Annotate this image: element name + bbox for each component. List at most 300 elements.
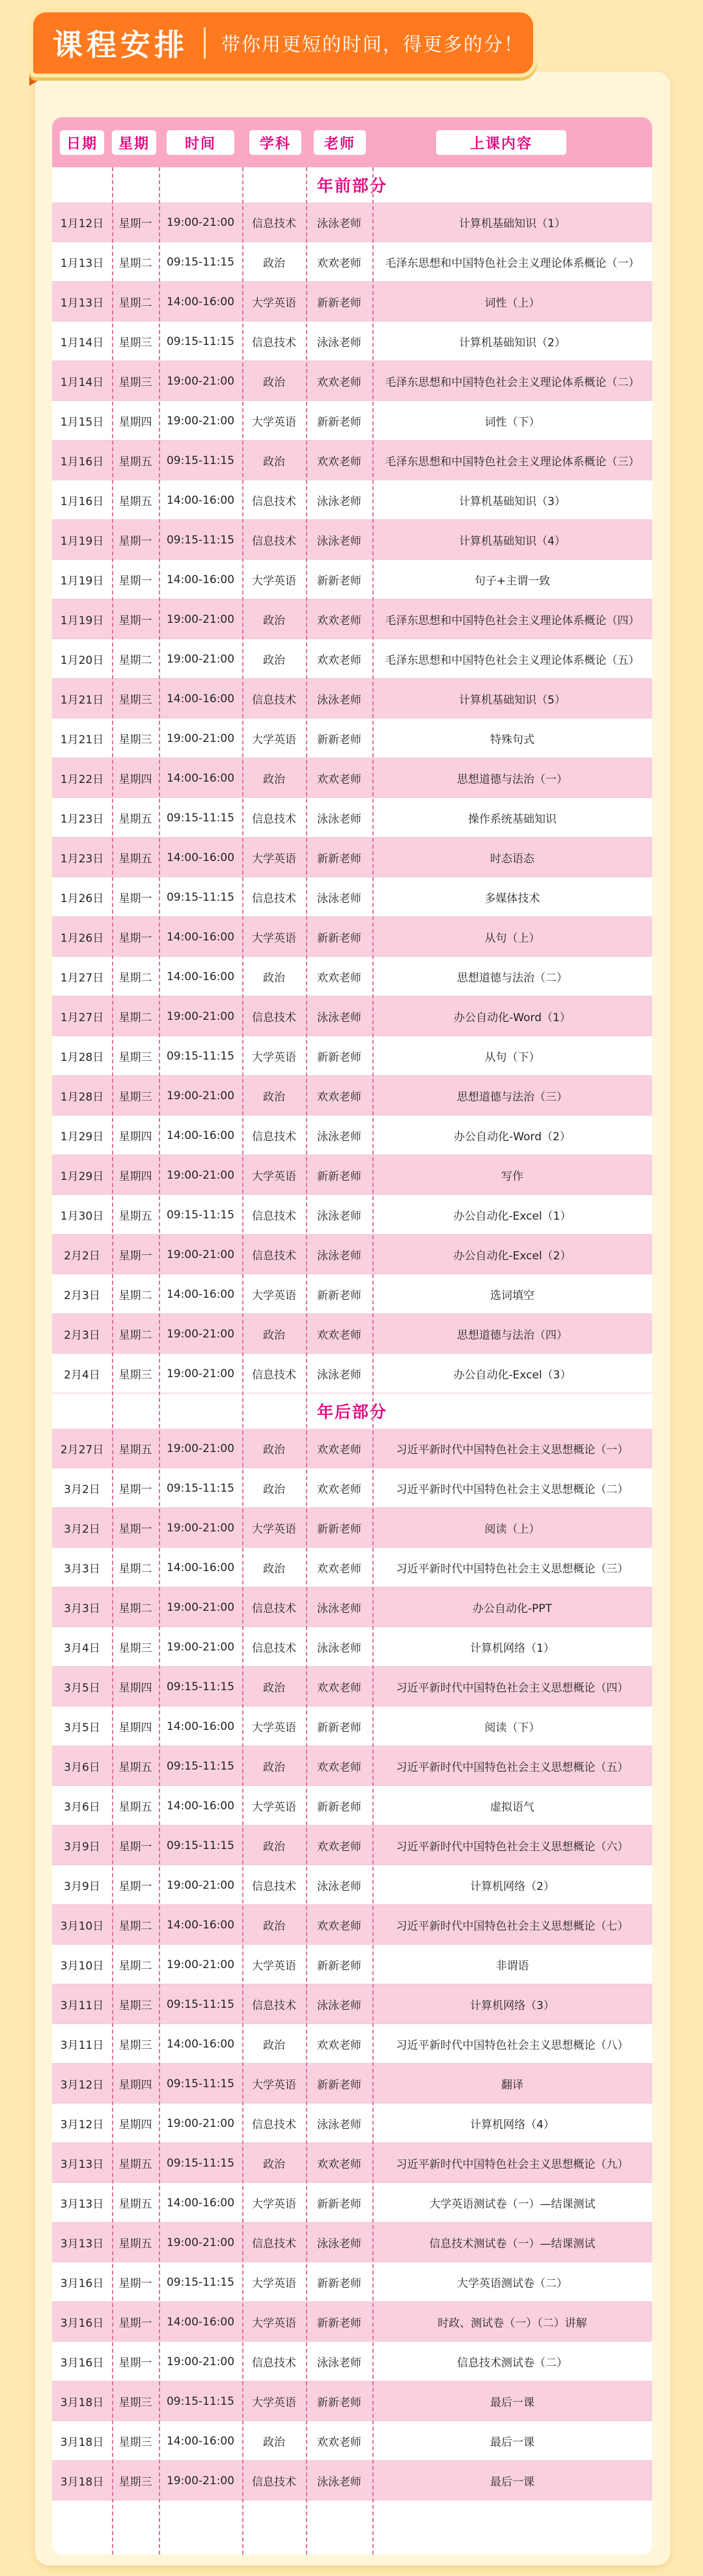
cell-subject: 大学英语 bbox=[252, 575, 296, 588]
cell-subject: 信息技术 bbox=[252, 535, 296, 548]
cell-time: 09:15-11:15 bbox=[166, 1997, 235, 2011]
table-row bbox=[52, 1468, 652, 1508]
cell-teacher: 新新老师 bbox=[317, 1289, 361, 1302]
cell-content: 计算机基础知识（4） bbox=[459, 535, 566, 548]
cell-teacher: 欢欢老师 bbox=[317, 773, 361, 786]
cell-time: 09:15-11:15 bbox=[166, 890, 235, 904]
table-row bbox=[52, 1548, 652, 1587]
cell-weekday: 星期一 bbox=[118, 2357, 152, 2370]
cell-time: 19:00-21:00 bbox=[166, 1521, 235, 1535]
cell-time: 19:00-21:00 bbox=[166, 612, 235, 626]
cell-weekday: 星期一 bbox=[118, 892, 152, 905]
cell-content: 计算机基础知识（5） bbox=[459, 694, 566, 707]
cell-content: 习近平新时代中国特色社会主义思想概论（二） bbox=[396, 1483, 629, 1496]
cell-weekday: 星期四 bbox=[118, 773, 152, 786]
cell-teacher: 欢欢老师 bbox=[317, 1091, 361, 1104]
cell-date: 3月9日 bbox=[64, 1880, 100, 1893]
cell-time: 19:00-21:00 bbox=[166, 374, 235, 388]
cell-subject: 信息技术 bbox=[252, 2238, 296, 2251]
table-row bbox=[52, 242, 652, 282]
cell-teacher: 欢欢老师 bbox=[317, 376, 361, 389]
table-row bbox=[52, 560, 652, 599]
table-row bbox=[52, 1235, 652, 1274]
cell-weekday: 星期四 bbox=[118, 1170, 152, 1183]
cell-content: 办公自动化-Word（1） bbox=[454, 1011, 571, 1024]
cell-time: 14:00-16:00 bbox=[166, 1129, 235, 1142]
cell-weekday: 星期二 bbox=[118, 1289, 152, 1302]
cell-teacher: 欢欢老师 bbox=[317, 1483, 361, 1496]
cell-content: 最后一课 bbox=[490, 2436, 534, 2449]
cell-date: 1月29日 bbox=[60, 1130, 104, 1144]
table-header-row bbox=[52, 117, 652, 167]
cell-content: 毛泽东思想和中国特色社会主义理论体系概论（二） bbox=[385, 376, 640, 389]
section-title: 年前部分 bbox=[52, 167, 652, 202]
cell-teacher: 欢欢老师 bbox=[317, 1329, 361, 1342]
cell-subject: 大学英语 bbox=[252, 416, 296, 429]
cell-weekday: 星期五 bbox=[118, 1444, 152, 1457]
cell-subject: 政治 bbox=[263, 654, 285, 667]
cell-date: 1月19日 bbox=[60, 535, 104, 548]
cell-content: 阅读（上） bbox=[484, 1523, 540, 1536]
cell-subject: 政治 bbox=[263, 1761, 285, 1774]
header-weekday: 星期 bbox=[112, 130, 156, 155]
cell-time: 19:00-21:00 bbox=[166, 414, 235, 428]
cell-subject: 政治 bbox=[263, 773, 285, 786]
cell-time: 09:15-11:15 bbox=[166, 2394, 235, 2408]
cell-time: 19:00-21:00 bbox=[166, 1878, 235, 1892]
cell-time: 09:15-11:15 bbox=[166, 811, 235, 825]
cell-weekday: 星期二 bbox=[118, 1920, 152, 1933]
cell-time: 14:00-16:00 bbox=[166, 1561, 235, 1574]
cell-content: 写作 bbox=[501, 1170, 523, 1183]
cell-time: 19:00-21:00 bbox=[166, 2355, 235, 2368]
cell-teacher: 新新老师 bbox=[317, 2079, 361, 2092]
cell-content: 非谓语 bbox=[495, 1960, 529, 1973]
section-title: 年后部分 bbox=[52, 1393, 652, 1429]
cell-content: 习近平新时代中国特色社会主义思想概论（四） bbox=[396, 1682, 629, 1695]
table-row bbox=[52, 996, 652, 1036]
cell-date: 1月27日 bbox=[60, 1011, 104, 1024]
cell-subject: 信息技术 bbox=[252, 2118, 296, 2131]
cell-subject: 信息技术 bbox=[252, 1250, 296, 1263]
table-row bbox=[52, 2421, 652, 2461]
cell-weekday: 星期一 bbox=[118, 932, 152, 945]
cell-date: 1月27日 bbox=[60, 972, 104, 985]
header-content: 上课内容 bbox=[436, 130, 566, 155]
cell-time: 14:00-16:00 bbox=[166, 1720, 235, 1733]
cell-date: 1月26日 bbox=[60, 932, 104, 945]
cell-teacher: 泳泳老师 bbox=[317, 1642, 361, 1655]
table-row bbox=[52, 798, 652, 838]
cell-teacher: 泳泳老师 bbox=[317, 1880, 361, 1893]
cell-time: 14:00-16:00 bbox=[166, 771, 235, 785]
table-row bbox=[52, 2342, 652, 2381]
cell-weekday: 星期三 bbox=[118, 1642, 152, 1655]
cell-content: 习近平新时代中国特色社会主义思想概论（六） bbox=[396, 1841, 629, 1854]
cell-time: 09:15-11:15 bbox=[166, 1839, 235, 1852]
cell-date: 3月6日 bbox=[64, 1801, 100, 1814]
column-divider bbox=[112, 167, 113, 2555]
title-banner bbox=[29, 8, 537, 77]
cell-time: 19:00-21:00 bbox=[166, 732, 235, 745]
table-row bbox=[52, 2183, 652, 2223]
cell-weekday: 星期二 bbox=[118, 257, 152, 270]
cell-teacher: 新新老师 bbox=[317, 1051, 361, 1064]
cell-teacher: 新新老师 bbox=[317, 932, 361, 945]
cell-subject: 大学英语 bbox=[252, 1523, 296, 1536]
cell-weekday: 星期二 bbox=[118, 1011, 152, 1024]
cell-date: 3月18日 bbox=[60, 2436, 104, 2449]
cell-content: 计算机网络（3） bbox=[470, 1999, 555, 2012]
cell-teacher: 欢欢老师 bbox=[317, 1563, 361, 1576]
cell-content: 计算机网络（1） bbox=[470, 1642, 555, 1655]
table-row bbox=[52, 2262, 652, 2302]
cell-content: 句子+主谓一致 bbox=[474, 575, 551, 588]
cell-weekday: 星期二 bbox=[118, 297, 152, 310]
cell-date: 3月6日 bbox=[64, 1761, 100, 1774]
cell-teacher: 新新老师 bbox=[317, 575, 361, 588]
cell-content: 思想道德与法治（一） bbox=[457, 773, 568, 786]
cell-content: 信息技术测试卷（二） bbox=[457, 2357, 568, 2370]
cell-subject: 政治 bbox=[263, 2039, 285, 2052]
table-row bbox=[52, 957, 652, 996]
cell-teacher: 泳泳老师 bbox=[317, 813, 361, 826]
cell-weekday: 星期五 bbox=[118, 813, 152, 826]
cell-subject: 大学英语 bbox=[252, 932, 296, 945]
cell-time: 19:00-21:00 bbox=[166, 215, 235, 229]
cell-subject: 信息技术 bbox=[252, 1642, 296, 1655]
cell-date: 3月3日 bbox=[64, 1602, 100, 1615]
cell-subject: 信息技术 bbox=[252, 2357, 296, 2370]
cell-date: 3月5日 bbox=[64, 1721, 100, 1734]
table-row bbox=[52, 1786, 652, 1826]
cell-weekday: 星期五 bbox=[118, 1801, 152, 1814]
cell-subject: 政治 bbox=[263, 1841, 285, 1854]
cell-weekday: 星期一 bbox=[118, 614, 152, 627]
cell-subject: 信息技术 bbox=[252, 217, 296, 230]
cell-teacher: 新新老师 bbox=[317, 297, 361, 310]
cell-subject: 大学英语 bbox=[252, 1721, 296, 1734]
cell-content: 办公自动化-Excel（1） bbox=[453, 1210, 572, 1223]
cell-teacher: 欢欢老师 bbox=[317, 1761, 361, 1774]
cell-teacher: 泳泳老师 bbox=[317, 2476, 361, 2489]
table-row bbox=[52, 1627, 652, 1667]
column-divider bbox=[372, 167, 374, 2555]
cell-teacher: 欢欢老师 bbox=[317, 1920, 361, 1933]
cell-date: 3月5日 bbox=[64, 1682, 100, 1695]
table-row bbox=[52, 2461, 652, 2501]
cell-time: 09:15-11:15 bbox=[166, 454, 235, 467]
cell-date: 2月3日 bbox=[64, 1289, 100, 1302]
cell-time: 19:00-21:00 bbox=[166, 1367, 235, 1380]
cell-teacher: 欢欢老师 bbox=[317, 2436, 361, 2449]
cell-content: 选词填空 bbox=[490, 1289, 534, 1302]
cell-weekday: 星期三 bbox=[118, 2476, 152, 2489]
cell-weekday: 星期五 bbox=[118, 2238, 152, 2251]
cell-subject: 政治 bbox=[263, 1444, 285, 1457]
banner-divider bbox=[204, 27, 206, 59]
cell-teacher: 新新老师 bbox=[317, 733, 361, 747]
cell-subject: 信息技术 bbox=[252, 1130, 296, 1144]
cell-teacher: 泳泳老师 bbox=[317, 1369, 361, 1382]
table-row bbox=[52, 1314, 652, 1354]
cell-weekday: 星期一 bbox=[118, 1523, 152, 1536]
cell-date: 3月13日 bbox=[60, 2198, 104, 2211]
cell-teacher: 泳泳老师 bbox=[317, 1602, 361, 1615]
cell-subject: 信息技术 bbox=[252, 694, 296, 707]
cell-time: 19:00-21:00 bbox=[166, 1640, 235, 1654]
cell-time: 14:00-16:00 bbox=[166, 930, 235, 944]
cell-weekday: 星期二 bbox=[118, 972, 152, 985]
cell-teacher: 欢欢老师 bbox=[317, 654, 361, 667]
cell-content: 习近平新时代中国特色社会主义思想概论（三） bbox=[396, 1563, 629, 1576]
cell-teacher: 新新老师 bbox=[317, 2277, 361, 2290]
cell-time: 14:00-16:00 bbox=[166, 1799, 235, 1813]
table-row bbox=[52, 202, 652, 242]
cell-subject: 政治 bbox=[263, 1682, 285, 1695]
cell-time: 14:00-16:00 bbox=[166, 1287, 235, 1301]
cell-weekday: 星期三 bbox=[118, 1051, 152, 1064]
cell-date: 3月4日 bbox=[64, 1642, 100, 1655]
cell-time: 09:15-11:15 bbox=[166, 335, 235, 348]
cell-subject: 政治 bbox=[263, 376, 285, 389]
cell-content: 信息技术测试卷（一）—结课测试 bbox=[429, 2238, 596, 2251]
cell-content: 计算机网络（2） bbox=[470, 1880, 555, 1893]
cell-teacher: 泳泳老师 bbox=[317, 1130, 361, 1144]
cell-time: 14:00-16:00 bbox=[166, 851, 235, 864]
table-row bbox=[52, 1984, 652, 2024]
cell-weekday: 星期三 bbox=[118, 376, 152, 389]
cell-time: 19:00-21:00 bbox=[166, 1327, 235, 1341]
cell-subject: 大学英语 bbox=[252, 1170, 296, 1183]
cell-date: 3月16日 bbox=[60, 2357, 104, 2370]
cell-weekday: 星期一 bbox=[118, 535, 152, 548]
column-divider bbox=[159, 167, 160, 2555]
cell-time: 09:15-11:15 bbox=[166, 2156, 235, 2170]
cell-teacher: 欢欢老师 bbox=[317, 456, 361, 469]
cell-subject: 信息技术 bbox=[252, 813, 296, 826]
cell-date: 1月19日 bbox=[60, 614, 104, 627]
cell-time: 14:00-16:00 bbox=[166, 2037, 235, 2051]
header-teacher: 老师 bbox=[314, 130, 366, 155]
column-divider bbox=[242, 167, 243, 2555]
cell-content: 词性（上） bbox=[484, 297, 540, 310]
table-row bbox=[52, 838, 652, 877]
cell-subject: 政治 bbox=[263, 972, 285, 985]
cell-weekday: 星期二 bbox=[118, 1960, 152, 1973]
cell-time: 14:00-16:00 bbox=[166, 1918, 235, 1932]
cell-time: 14:00-16:00 bbox=[166, 692, 235, 706]
cell-weekday: 星期三 bbox=[118, 336, 152, 349]
cell-weekday: 星期三 bbox=[118, 2396, 152, 2409]
cell-teacher: 欢欢老师 bbox=[317, 2039, 361, 2052]
cell-content: 计算机基础知识（3） bbox=[459, 495, 566, 508]
cell-content: 大学英语测试卷（一）—结课测试 bbox=[429, 2198, 596, 2211]
header-date: 日期 bbox=[60, 130, 104, 155]
cell-time: 14:00-16:00 bbox=[166, 493, 235, 507]
cell-weekday: 星期四 bbox=[118, 416, 152, 429]
schedule-table bbox=[52, 117, 652, 2555]
cell-time: 14:00-16:00 bbox=[166, 295, 235, 308]
cell-weekday: 星期三 bbox=[118, 2039, 152, 2052]
table-row bbox=[52, 1865, 652, 1905]
cell-date: 3月11日 bbox=[60, 2039, 104, 2052]
cell-date: 1月29日 bbox=[60, 1170, 104, 1183]
cell-time: 19:00-21:00 bbox=[166, 1958, 235, 1971]
table-row bbox=[52, 1274, 652, 1314]
cell-teacher: 新新老师 bbox=[317, 1960, 361, 1973]
cell-weekday: 星期五 bbox=[118, 456, 152, 469]
cell-weekday: 星期五 bbox=[118, 495, 152, 508]
cell-subject: 大学英语 bbox=[252, 2317, 296, 2330]
cell-date: 1月23日 bbox=[60, 853, 104, 866]
cell-time: 14:00-16:00 bbox=[166, 573, 235, 586]
cell-teacher: 欢欢老师 bbox=[317, 972, 361, 985]
table-row bbox=[52, 2103, 652, 2143]
cell-subject: 政治 bbox=[263, 456, 285, 469]
cell-content: 翻译 bbox=[501, 2079, 523, 2092]
cell-date: 1月16日 bbox=[60, 495, 104, 508]
table-row bbox=[52, 758, 652, 798]
cell-subject: 政治 bbox=[263, 1563, 285, 1576]
cell-weekday: 星期三 bbox=[118, 694, 152, 707]
table-row bbox=[52, 2024, 652, 2064]
cell-date: 1月26日 bbox=[60, 892, 104, 905]
cell-content: 时政、测试卷（一）（二）讲解 bbox=[437, 2317, 587, 2330]
cell-weekday: 星期一 bbox=[118, 2277, 152, 2290]
cell-teacher: 泳泳老师 bbox=[317, 892, 361, 905]
table-row bbox=[52, 520, 652, 560]
cell-subject: 信息技术 bbox=[252, 495, 296, 508]
table-row bbox=[52, 361, 652, 401]
cell-weekday: 星期五 bbox=[118, 1210, 152, 1223]
cell-subject: 大学英语 bbox=[252, 1960, 296, 1973]
table-row bbox=[52, 2143, 652, 2183]
cell-teacher: 新新老师 bbox=[317, 1170, 361, 1183]
cell-subject: 政治 bbox=[263, 1483, 285, 1496]
cell-time: 09:15-11:15 bbox=[166, 2077, 235, 2090]
cell-content: 特殊句式 bbox=[490, 733, 534, 747]
table-row bbox=[52, 1116, 652, 1155]
table-row bbox=[52, 599, 652, 639]
cell-subject: 政治 bbox=[263, 1329, 285, 1342]
cell-subject: 大学英语 bbox=[252, 1801, 296, 1814]
cell-date: 3月10日 bbox=[60, 1920, 104, 1933]
cell-subject: 大学英语 bbox=[252, 1051, 296, 1064]
table-row bbox=[52, 1826, 652, 1865]
cell-date: 3月10日 bbox=[60, 1960, 104, 1973]
cell-weekday: 星期一 bbox=[118, 2317, 152, 2330]
cell-teacher: 新新老师 bbox=[317, 2317, 361, 2330]
cell-teacher: 欢欢老师 bbox=[317, 1682, 361, 1695]
cell-date: 2月27日 bbox=[60, 1444, 104, 1457]
cell-time: 14:00-16:00 bbox=[166, 2315, 235, 2329]
table-row bbox=[52, 1746, 652, 1786]
cell-content: 大学英语测试卷（二） bbox=[457, 2277, 568, 2290]
cell-subject: 大学英语 bbox=[252, 853, 296, 866]
cell-time: 19:00-21:00 bbox=[166, 1009, 235, 1023]
cell-date: 3月18日 bbox=[60, 2396, 104, 2409]
cell-content: 计算机基础知识（2） bbox=[459, 336, 566, 349]
cell-subject: 信息技术 bbox=[252, 2476, 296, 2489]
cell-teacher: 欢欢老师 bbox=[317, 1444, 361, 1457]
cell-date: 1月14日 bbox=[60, 336, 104, 349]
cell-teacher: 泳泳老师 bbox=[317, 694, 361, 707]
cell-time: 14:00-16:00 bbox=[166, 2434, 235, 2448]
cell-teacher: 泳泳老师 bbox=[317, 336, 361, 349]
cell-time: 09:15-11:15 bbox=[166, 1759, 235, 1773]
cell-weekday: 星期一 bbox=[118, 1841, 152, 1854]
cell-content: 多媒体技术 bbox=[484, 892, 540, 905]
cell-date: 3月18日 bbox=[60, 2476, 104, 2489]
cell-weekday: 星期一 bbox=[118, 575, 152, 588]
cell-content: 最后一课 bbox=[490, 2476, 534, 2489]
cell-teacher: 新新老师 bbox=[317, 1721, 361, 1734]
cell-subject: 政治 bbox=[263, 1091, 285, 1104]
cell-teacher: 泳泳老师 bbox=[317, 1250, 361, 1263]
cell-date: 3月16日 bbox=[60, 2317, 104, 2330]
cell-subject: 政治 bbox=[263, 2436, 285, 2449]
cell-date: 1月14日 bbox=[60, 376, 104, 389]
cell-content: 思想道德与法治（二） bbox=[457, 972, 568, 985]
cell-weekday: 星期二 bbox=[118, 1329, 152, 1342]
cell-time: 19:00-21:00 bbox=[166, 1248, 235, 1261]
cell-weekday: 星期三 bbox=[118, 2436, 152, 2449]
cell-content: 办公自动化-Excel（3） bbox=[453, 1369, 572, 1382]
header-time: 时间 bbox=[167, 130, 234, 155]
table-row bbox=[52, 2223, 652, 2262]
cell-content: 习近平新时代中国特色社会主义思想概论（一） bbox=[396, 1444, 629, 1457]
page-subtitle: 带你用更短的时间，得更多的分！ bbox=[221, 33, 525, 55]
cell-time: 19:00-21:00 bbox=[166, 1168, 235, 1182]
cell-time: 19:00-21:00 bbox=[166, 1600, 235, 1614]
cell-time: 14:00-16:00 bbox=[166, 970, 235, 983]
cell-teacher: 欢欢老师 bbox=[317, 257, 361, 270]
table-row bbox=[52, 1905, 652, 1945]
cell-teacher: 泳泳老师 bbox=[317, 495, 361, 508]
cell-weekday: 星期三 bbox=[118, 733, 152, 747]
table-row bbox=[52, 401, 652, 441]
cell-weekday: 星期四 bbox=[118, 1682, 152, 1695]
cell-time: 19:00-21:00 bbox=[166, 2117, 235, 2130]
page-title: 课程安排 bbox=[53, 27, 188, 62]
cell-time: 09:15-11:15 bbox=[166, 1049, 235, 1063]
cell-content: 习近平新时代中国特色社会主义思想概论（五） bbox=[396, 1761, 629, 1774]
cell-subject: 信息技术 bbox=[252, 1880, 296, 1893]
cell-teacher: 新新老师 bbox=[317, 1523, 361, 1536]
cell-teacher: 新新老师 bbox=[317, 2396, 361, 2409]
cell-date: 3月2日 bbox=[64, 1483, 100, 1496]
cell-time: 09:15-11:15 bbox=[166, 1481, 235, 1495]
cell-time: 09:15-11:15 bbox=[166, 1208, 235, 1222]
table-row bbox=[52, 917, 652, 957]
cell-content: 虚拟语气 bbox=[490, 1801, 534, 1814]
table-row bbox=[52, 877, 652, 917]
cell-weekday: 星期三 bbox=[118, 1091, 152, 1104]
cell-date: 1月30日 bbox=[60, 1210, 104, 1223]
table-row bbox=[52, 322, 652, 361]
cell-teacher: 欢欢老师 bbox=[317, 2158, 361, 2171]
cell-date: 2月3日 bbox=[64, 1329, 100, 1342]
cell-content: 操作系统基础知识 bbox=[468, 813, 557, 826]
table-row bbox=[52, 480, 652, 520]
cell-weekday: 星期二 bbox=[118, 1563, 152, 1576]
cell-subject: 政治 bbox=[263, 614, 285, 627]
cell-subject: 大学英语 bbox=[252, 2079, 296, 2092]
cell-subject: 大学英语 bbox=[252, 733, 296, 747]
cell-teacher: 欢欢老师 bbox=[317, 614, 361, 627]
cell-date: 2月2日 bbox=[64, 1250, 100, 1263]
